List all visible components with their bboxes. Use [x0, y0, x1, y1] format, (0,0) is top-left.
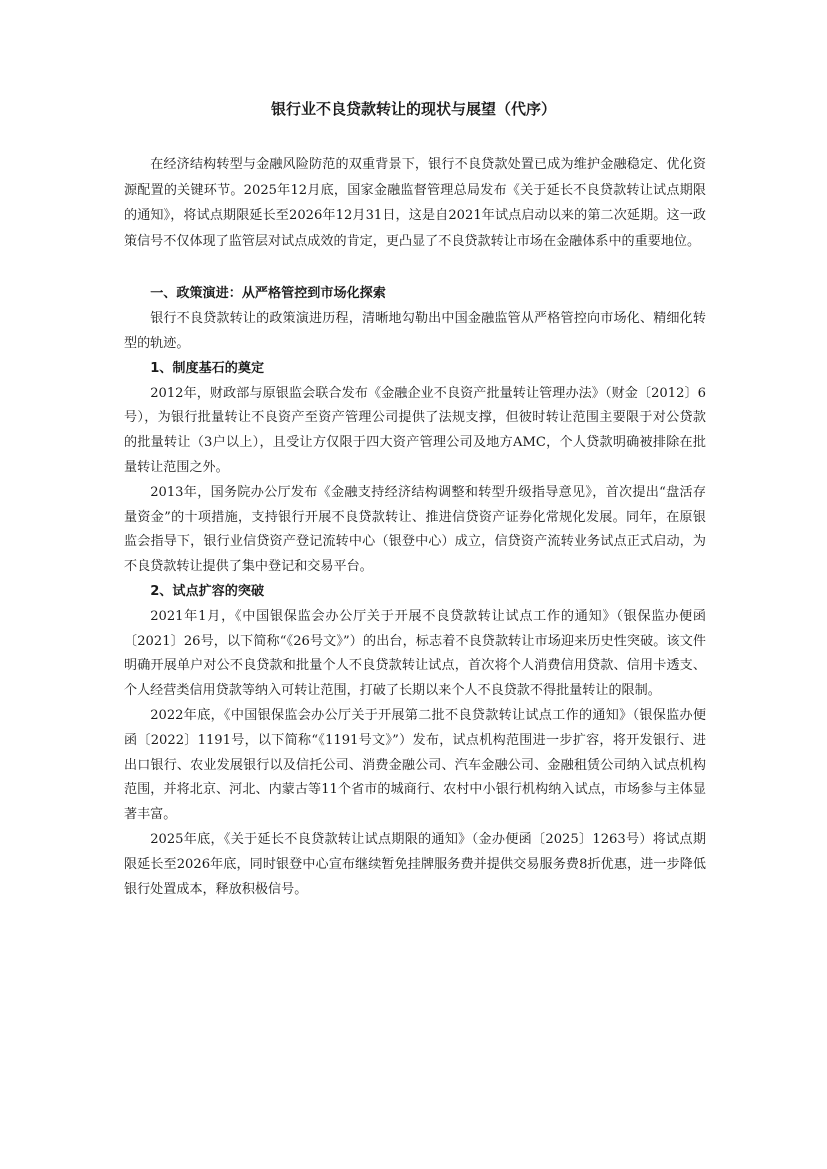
paragraph-2025: 2025年底，《关于延长不良贷款转让试点期限的通知》（金办便函〔2025〕1263号）将试点期限延长至2026年底，同时银登中心宣布继续暂免挂牌服务费并提供交易服务费8折优惠，进一步降低银行处置成本，释放积极信号。: [124, 831, 706, 897]
document-title: 银行业不良贷款转让的现状与展望（代序）: [270, 100, 556, 118]
paragraph-2021: 2021年1月，《中国银保监会办公厅关于开展不良贷款转让试点工作的通知》（银保监办便函〔2021〕26号，以下简称“《26号文》”）的出台，标志着不良贷款转让市场迎来历史性突破。该文件明确开展单户对公不良贷款和批量个人不良贷款转让试点，首次将个人消费信用贷款、信用卡透支、个人经营类信用贷款等纳入可转让范围，打破了长期以来个人不良贷款不得批量转让的限制。: [124, 608, 706, 699]
paragraph-2013: 2013年，国务院办公厅发布《金融支持经济结构调整和转型升级指导意见》，首次提出“盘活存量资金”的十项措施，支持银行开展不良贷款转让、推进信贷资产证券化常规化发展。同年，在原银监会指导下，银行业信贷资产登记流转中心（银登中心）成立，信贷资产流转业务试点正式启动，为不良贷款转让提供了集中登记和交易平台。: [124, 484, 706, 575]
subsection-heading-pilot-expansion: 2、试点扩容的突破: [150, 583, 265, 599]
paragraph-2012: 2012年，财政部与原银监会联合发布《金融企业不良资产批量转让管理办法》（财金〔2012〕6号），为银行批量转让不良资产至资产管理公司提供了法规支撑，但彼时转让范围主要限于对公贷款的批量转让（3户以上），且受让方仅限于四大资产管理公司及地方AMC，个人贷款明确被排除在批量转让范围之外。: [124, 385, 706, 475]
intro-paragraph: 在经济结构转型与金融风险防范的双重背景下，银行不良贷款处置已成为维护金融稳定、优化资源配置的关键环节。2025年12月底，国家金融监督管理总局发布《关于延长不良贷款转让试点期限的通知》，将试点期限延长至2026年12月31日，这是自2021年试点启动以来的第二次延期。这一政策信号不仅体现了监管层对试点成效的肯定，更凸显了不良贷款转让市场在金融体系中的重要地位。: [124, 157, 706, 249]
subsection-heading-institutional-foundation: 1、制度基石的奠定: [150, 360, 265, 376]
section-lead-paragraph: 银行不良贷款转让的政策演进历程，清晰地勾勒出中国金融监管从严格管控向市场化、精细化转型的轨迹。: [124, 311, 706, 351]
document-body: [124, 152, 706, 902]
paragraph-2022: 2022年底，《中国银保监会办公厅关于开展第二批不良贷款转让试点工作的通知》（银保监办便函〔2022〕1191号，以下简称“《1191号文》”）发布，试点机构范围进一步扩容，将开发银行、进出口银行、农业发展银行以及信托公司、消费金融公司、汽车金融公司、金融租赁公司纳入试点机构范围，并将北京、河北、内蒙古等11个省市的城商行、农村中小银行机构纳入试点，市场参与主体显著丰富。: [124, 707, 706, 823]
section-heading-policy-evolution: 一、政策演进：从严格管控到市场化探索: [150, 286, 386, 302]
